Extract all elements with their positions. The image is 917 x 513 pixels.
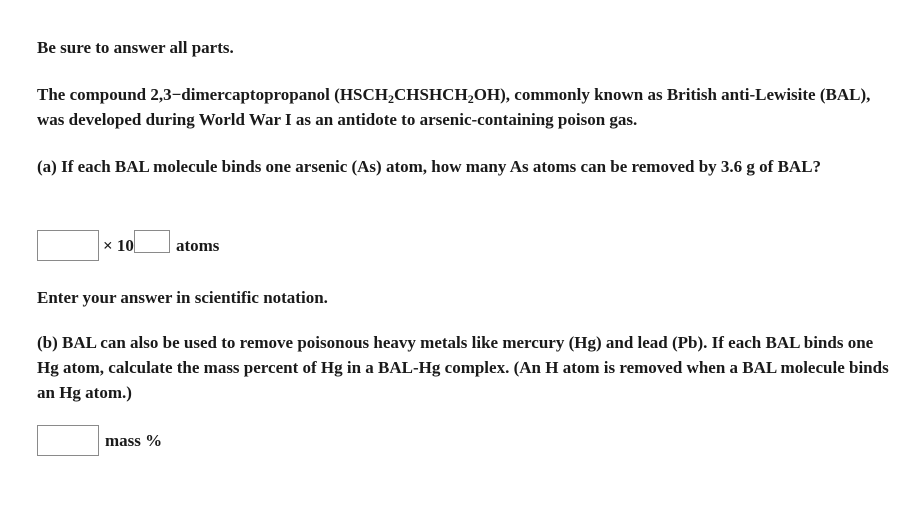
- atoms-unit-label: atoms: [175, 235, 220, 255]
- times-ten-label: [103, 236, 170, 256]
- part-b-question: (b) BAL can also be used to remove poisonous heavy metals like mercury (Hg) and lead (Pb). If each BAL binds one Hg atom, calculate the mass percent of Hg in a BAL-Hg complex. (An H atom is removed when a BAL molecule binds an Hg atom.): [37, 333, 889, 402]
- mass-percent-unit-label: mass %: [105, 430, 163, 450]
- description-mid: CHSHCH: [394, 85, 468, 104]
- subscript-2-second: 2: [467, 92, 474, 106]
- part-b-answer-row: [37, 425, 162, 456]
- description-prefix: The compound 2,3−dimercaptopropanol (HSCH: [37, 85, 388, 104]
- exponent-input[interactable]: [134, 230, 170, 253]
- compound-description: [37, 82, 897, 132]
- mass-percent-input[interactable]: [37, 425, 99, 456]
- subscript-2-first: 2: [388, 92, 394, 106]
- part-a-question: (a) If each BAL molecule binds one arsenic (As) atom, how many As atoms can be removed by 3.6 g of BAL?: [37, 157, 822, 176]
- scientific-notation-note: Enter your answer in scientific notation.: [37, 288, 328, 307]
- instructions-text: Be sure to answer all parts.: [37, 38, 234, 57]
- description-suffix: OH), commonly known as British anti-Lewisite (BAL), was developed during World War I as an antidote to arsenic-containing poison gas.: [37, 85, 871, 129]
- part-a-answer-row: [37, 230, 219, 261]
- times-ten-text: × 10: [103, 235, 134, 255]
- coefficient-input[interactable]: [37, 230, 99, 261]
